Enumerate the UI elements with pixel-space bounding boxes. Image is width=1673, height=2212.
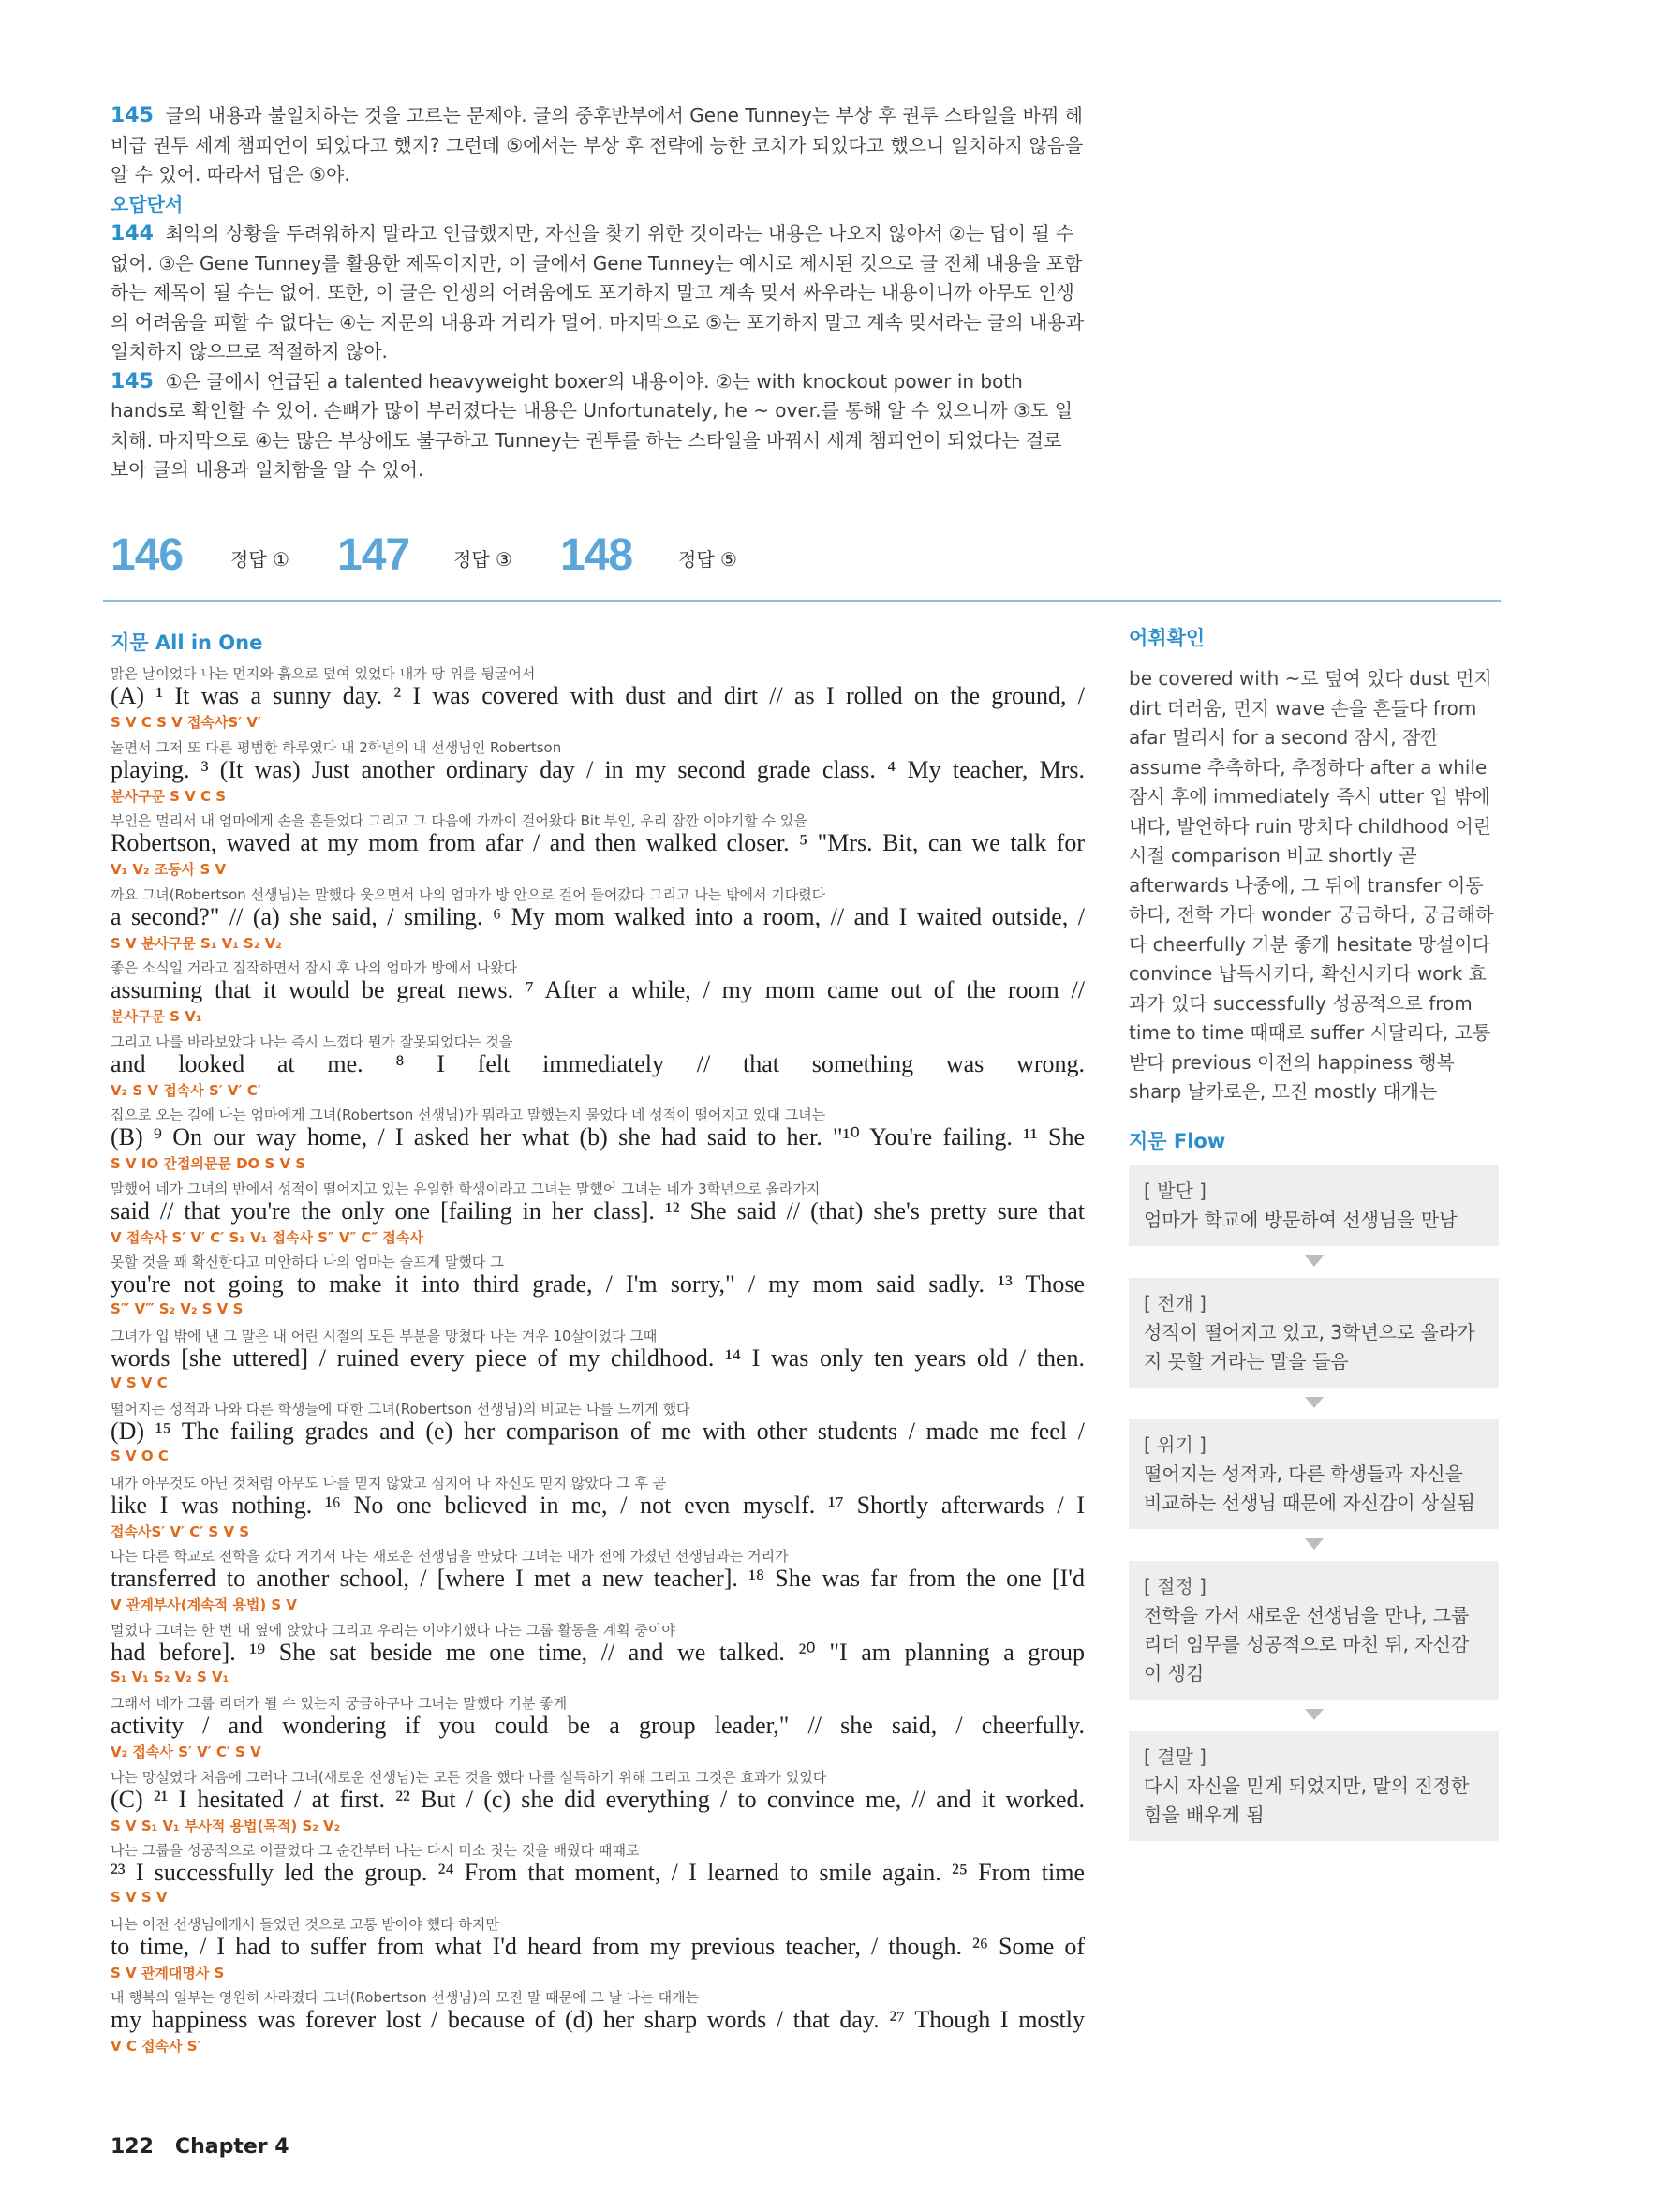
korean-gloss: 나는 그룹을 성공적으로 이끌었다 그 순간부터 나는 다시 미소 짓는 것을 배웠다 때때로 [111,1842,640,1859]
explanation-paragraph [111,101,1085,190]
flow-text: 전학을 가서 새로운 선생님을 만나, 그룹 리더 임무를 성공적으로 마친 뒤, 자신감이 생김 [1144,1603,1470,1685]
down-arrow-icon [1305,1255,1324,1267]
flow-title: 지문 Flow [1129,1129,1226,1152]
down-arrow-icon [1305,1397,1324,1408]
flow-text: 떨어지는 성적과, 다른 학생들과 자신을 비교하는 선생님 때문에 자신감이 상실됨 [1144,1462,1475,1514]
flow-label: [ 발단 ] [1144,1179,1207,1202]
korean-gloss: 내가 아무것도 아닌 것처럼 아무도 나를 믿지 않았고 심지어 나 자신도 믿지 않았다 그 후 곧 [111,1474,667,1492]
english-sentence: to time, / I had to suffer from what I'd heard from my previous teacher, / though. ²⁶ Some of [111,1932,1085,1960]
passage-line [111,1980,1085,2054]
grammar-tags: S V O C [111,1447,169,1464]
answer-text: 정답 ① [230,548,289,571]
english-sentence: (C) ²¹ I hesitated / at first. ²² But / (c) she did everything / to convince me, // and it worked. [111,1785,1085,1813]
vocab-list: be covered with ~로 덮여 있다 dust 먼지 dirt 더러움, 먼지 wave 손을 흔들다 from afar 멀리서 for a second 잠시, 잠깐 assume 추측하다, 추정하다 after a while 잠시 후에 immediately 즉시 utter 입 밖에 내다, 발언하다 ruin 망치다 childhood 어린 시절 comparison 비교 shortly 곧 afterwards 나중에, 그 뒤에 transfer 이동하다, 전학 가다 wonder 궁금하다, 궁금해하다 cheerfully 기분 좋게 hesitate 망설이다 convince 납득시키다, 확신시키다 work 효과가 있다 successfully 성공적으로 from time to time 때때로 suffer 시달리다, 고통 받다 previous 이전의 happiness 행복 sharp 날카로운, 모진 mostly 대개는 [1129,667,1494,1103]
answer-key [111,529,1047,595]
korean-gloss: 그리고 나를 바라보았다 나는 즉시 느꼈다 뭔가 잘못되었다는 것을 [111,1032,513,1050]
flow-list [1129,1165,1499,1841]
grammar-tags: V S V C [111,1373,168,1391]
korean-gloss: 나는 이전 선생님에게서 들었던 것으로 고통 받아야 했다 하지만 [111,1915,499,1933]
explanation-paragraph [111,219,1085,367]
korean-gloss: 못할 것을 꽤 확신한다고 미안하다 나의 엄마는 슬프게 말했다 그 [111,1254,504,1270]
english-sentence: a second?" // (a) she said, / smiling. ⁶ My mom walked into a room, // and I waited outside, / [111,902,1085,930]
passage-line [111,950,1085,1024]
page-footer [111,2135,289,2159]
sidebar [1129,623,1499,1841]
flow-label: [ 결말 ] [1144,1744,1207,1768]
flow-label: [ 전개 ] [1144,1291,1207,1314]
passage-line [111,1612,1085,1686]
korean-gloss: 까요 그녀(Robertson 선생님)는 말했다 웃으면서 나의 엄마가 방 안으로 걸어 들어갔다 그리고 나는 밖에서 기다렸다 [111,885,826,903]
korean-gloss: 나는 다른 학교로 전학을 갔다 거기서 나는 새로운 선생님을 만났다 그녀는 내가 전에 가졌던 선생님과는 거리가 [111,1548,789,1565]
korean-gloss: 그래서 네가 그룹 리더가 될 수 있는지 궁금하구나 그녀는 말했다 기분 좋게 [111,1695,568,1712]
flow-text: 다시 자신을 믿게 되었지만, 말의 진정한 힘을 배우게 됨 [1144,1774,1470,1826]
grammar-tags: S V 분사구문 S₁ V₁ S₂ V₂ [111,934,282,952]
english-sentence: activity / and wondering if you could be a group leader," // she said, / cheerfully. [111,1712,1085,1739]
down-arrow-icon [1305,1538,1324,1550]
grammar-tags: S V S₁ V₁ 부사적 용법(목적) S₂ V₂ [111,1817,341,1834]
answer-text: 정답 ⑤ [678,548,737,571]
grammar-tags: S₁ V₁ S₂ V₂ S V₁ [111,1668,229,1685]
passage-line [111,1318,1085,1392]
grammar-tags: S V C S V 접속사S′ V′ [111,714,261,731]
english-sentence: words [she uttered] / ruined every piece of my childhood. ¹⁴ I was only ten years old / then. [111,1344,1085,1372]
english-sentence: said // that you're the only one [failing in her class]. ¹² She said // (that) she's pretty sure that [111,1196,1085,1225]
grammar-tags: V 관계부사(계속적 용법) S V [111,1596,298,1613]
grammar-tags: S V IO 간접의문문 DO S V S [111,1155,306,1172]
english-sentence: my happiness was forever lost / because of (d) her sharp words / that day. ²⁷ Though I mostly [111,2006,1085,2033]
korean-gloss: 나는 망설였다 처음에 그러나 그녀(새로운 선생님)는 모든 것을 했다 나를 설득하기 위해 그리고 그것은 효과가 있었다 [111,1768,827,1786]
passage-title: 지문 All in One [111,631,263,654]
english-sentence: transferred to another school, / [where I met a new teacher]. ¹⁸ She was far from the one [I'd [111,1565,1085,1592]
passage-line [111,1097,1085,1171]
section-divider [103,600,1501,602]
answer-text: 정답 ③ [453,548,512,571]
explanation-text: 글의 내용과 불일치하는 것을 고르는 문제야. 글의 중후반부에서 Gene Tunney는 부상 후 권투 스타일을 바꿔 헤비급 권투 세계 챔피언이 되었다고 했지? 그런데 ⑤에서는 부상 후 전략에 능한 코치가 되었다고 했으니 일치하지 않음을 알 수 있어. 따라서 답은 ⑤야. [111,104,1084,186]
passage-line [111,1024,1085,1098]
english-sentence: Robertson, waved at my mom from afar / and then walked closer. ⁵ "Mrs. Bit, can we talk for [111,829,1085,856]
wrong-answer-heading: 오답단서 [111,192,184,215]
explanation-section [111,101,1085,485]
passage-line [111,1759,1085,1833]
english-sentence: ²³ I successfully led the group. ²⁴ From that moment, / I learned to smile again. ²⁵ From time [111,1859,1085,1886]
korean-gloss: 내 행복의 일부는 영원히 사라졌다 그녀(Robertson 선생님)의 모진 말 때문에 그 날 나는 대개는 [111,1989,700,2006]
english-sentence: (D) ¹⁵ The failing grades and (e) her comparison of me with other students / made me feel / [111,1418,1085,1445]
grammar-tags: 분사구문 S V C S [111,787,227,805]
grammar-tags: S‴ V‴ S₂ V₂ S V S [111,1300,244,1317]
korean-gloss: 부인은 멀리서 내 엄마에게 손을 흔들었다 그리고 그 다음에 가까이 걸어왔다 Bit 부인, 우리 잠깐 이야기할 수 있을 [111,812,807,829]
korean-gloss: 맑은 날이었다 나는 먼지와 흙으로 덮여 있었다 내가 땅 위를 뒹굴어서 [111,665,536,682]
english-sentence: (A) ¹ It was a sunny day. ² I was covered with dust and dirt // as I rolled on the ground, / [111,682,1085,709]
korean-gloss: 떨어지는 성적과 나와 다른 학생들에 대한 그녀(Robertson 선생님)의 비교는 나를 느끼게 했다 [111,1401,690,1418]
flow-box [1129,1165,1499,1246]
passage-body [111,656,1085,2054]
flow-label: [ 위기 ] [1144,1433,1207,1456]
english-sentence: assuming that it would be great news. ⁷ After a while, / my mom came out of the room // [111,976,1085,1003]
english-sentence: playing. ³ (It was) Just another ordinary day / in my second grade class. ⁴ My teacher, Mrs. [111,755,1085,783]
passage-line [111,803,1085,877]
grammar-tags: V C 접속사 S′ [111,2038,201,2055]
english-sentence: (B) ⁹ On our way home, / I asked her what (b) she had said to her. "¹⁰ You're failing. ¹¹ She [111,1123,1085,1151]
passage-line [111,730,1085,804]
korean-gloss: 말했어 네가 그녀의 반에서 성적이 떨어지고 있는 유일한 학생이라고 그녀는 말했어 그녀는 네가 3학년으로 올라가지 [111,1180,821,1197]
explanation-paragraph [111,367,1085,485]
korean-gloss: 그녀가 입 밖에 낸 그 말은 내 어린 시절의 모든 부분을 망쳤다 나는 겨우 10살이었다 그때 [111,1327,658,1344]
question-number: 145 [111,369,154,393]
grammar-tags: V₂ 접속사 S′ V′ C′ S V [111,1744,261,1760]
grammar-tags: V 접속사 S′ V′ C′ S₁ V₁ 접속사 S″ V″ C″ 접속사 [111,1228,423,1246]
flow-box [1129,1278,1499,1388]
grammar-tags: S V S V [111,1889,168,1906]
grammar-tags: V₁ V₂ 조동사 S V [111,861,227,878]
english-sentence: you're not going to make it into third grade, / I'm sorry," / my mom said sadly. ¹³ Those [111,1270,1085,1298]
passage-line [111,1685,1085,1759]
page-number: 122 [111,2135,154,2159]
flow-box [1129,1731,1499,1841]
answer-number: 147 [337,530,410,580]
passage-line [111,1833,1085,1907]
grammar-tags: 접속사S′ V′ C′ S V S [111,1522,250,1540]
korean-gloss: 집으로 오는 길에 나는 엄마에게 그녀(Robertson 선생님)가 뭐라고 말했는지 물었다 네 성적이 떨어지고 있대 그녀는 [111,1106,826,1123]
korean-gloss: 놀면서 그저 또 다른 평범한 하루였다 내 2학년의 내 선생님인 Robertson [111,738,562,756]
passage-line [111,1171,1085,1245]
flow-text: 엄마가 학교에 방문하여 선생님을 만남 [1144,1208,1458,1231]
down-arrow-icon [1305,1709,1324,1720]
chapter-label: Chapter 4 [174,2135,289,2159]
grammar-tags: 분사구문 S V₁ [111,1008,202,1025]
passage-line [111,877,1085,951]
english-sentence: had before]. ¹⁹ She sat beside me one time, // and we talked. ²⁰ "I am planning a group [111,1638,1085,1666]
korean-gloss: 좋은 소식일 거라고 짐작하면서 잠시 후 나의 엄마가 방에서 나왔다 [111,959,518,976]
english-sentence: like I was nothing. ¹⁶ No one believed in me, / not even myself. ¹⁷ Shortly afterwards / I [111,1491,1085,1519]
vocab-title: 어휘확인 [1129,627,1206,649]
flow-box [1129,1561,1499,1700]
question-number: 144 [111,222,154,245]
answer-number: 146 [111,530,184,580]
explanation-text: 최악의 상황을 두려워하지 말라고 언급했지만, 자신을 찾기 위한 것이라는 내용은 나오지 않아서 ②는 답이 될 수 없어. ③은 Gene Tunney를 활용한 제목이지만, 이 글에서 Gene Tunney는 예시로 제시된 것으로 글 전체 내용을 포함하는 제목이 될 수는 없어. 또한, 이 글은 인생의 어려움에도 포기하지 말고 계속 맞서 싸우라는 내용이니까 아무도 인생의 어려움을 피할 수 없다는 ④는 지문의 내용과 거리가 멀어. 마지막으로 ⑤는 포기하지 말고 계속 맞서라는 글의 내용과 일치하지 않으므로 적절하지 않아. [111,222,1085,363]
question-number: 145 [111,104,154,127]
flow-label: [ 절정 ] [1144,1574,1207,1597]
passage-line [111,656,1085,730]
flow-box [1129,1419,1499,1529]
flow-text: 성적이 떨어지고 있고, 3학년으로 올라가지 못할 거라는 말을 들음 [1144,1320,1475,1373]
passage-line [111,1538,1085,1612]
english-sentence: and looked at me. ⁸ I felt immediately // that something was wrong. [111,1049,1085,1077]
grammar-tags: V₂ S V 접속사 S′ V′ C′ [111,1081,261,1099]
passage-line [111,1244,1085,1318]
passage-line [111,1907,1085,1981]
grammar-tags: S V 관계대명사 S [111,1964,225,1982]
passage-line [111,1465,1085,1539]
passage-line [111,1391,1085,1465]
korean-gloss: 멀었다 그녀는 한 번 내 옆에 앉았다 그리고 우리는 이야기했다 나는 그룹 활동을 계획 중이야 [111,1621,675,1639]
answer-number: 148 [560,530,633,580]
explanation-text: ①은 글에서 언급된 a talented heavyweight boxer의 내용이야. ②는 with knockout power in both hands로 확인할 수 있어. 손뼈가 많이 부러졌다는 내용은 Unfortunately, he ~ over.를 통해 알 수 있으니까 ③도 일치해. 마지막으로 ④는 많은 부상에도 불구하고 Tunney는 권투를 하는 스타일을 바꿔서 세계 챔피언이 되었다는 걸로 보아 글의 내용과 일치함을 알 수 있어. [111,369,1073,481]
